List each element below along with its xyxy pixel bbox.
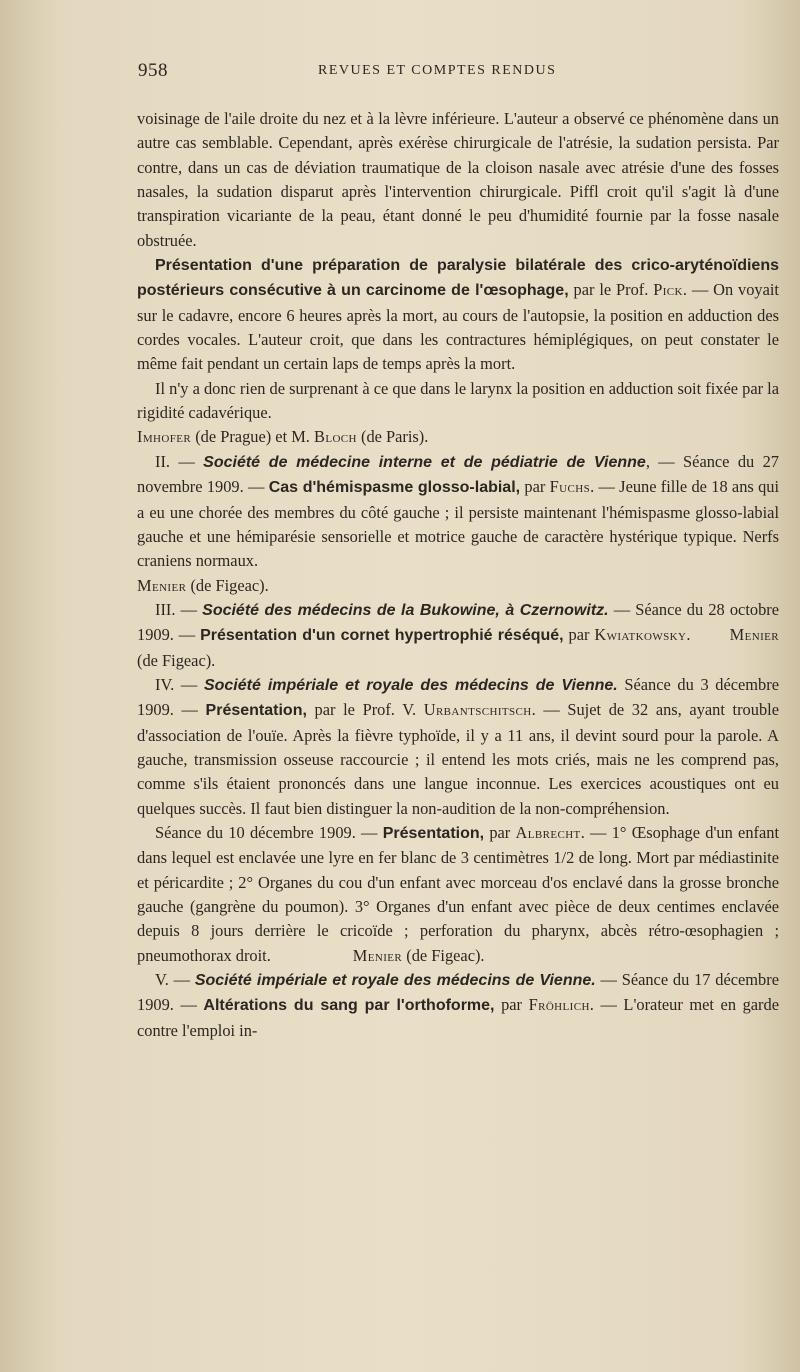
author-name: Kwiatkowsky — [594, 625, 687, 645]
text-run: . — [686, 625, 730, 645]
society-name: Société de médecine interne et de pédiatrie de Vienne — [203, 453, 646, 471]
session-date: — Séance du 28 octobre 1909. — — [137, 599, 779, 645]
signature-name: Menier — [137, 575, 187, 595]
text-run: par le Prof. V. — [306, 700, 424, 720]
page-number: 958 — [138, 60, 168, 81]
section-number: II. — — [155, 451, 204, 471]
author-name: Urbantschitsch — [423, 700, 532, 720]
session-date: — Séance du 17 décembre 1909. — — [137, 970, 779, 1015]
article-title: Cas d'hémispasme glosso-labial, — [268, 479, 521, 497]
paragraph-pick — [137, 253, 779, 377]
signature-name: Bloch — [314, 427, 357, 447]
text-run — [271, 946, 353, 965]
paragraph-piffl: voisinage de l'aile droite du nez et à la lèvre inférieure. L'auteur a observé ce phénomène dans un autre cas semblable. Cependant, après exérèse chirurgicale de l'atrésie, la sudation persista. Par contre, dans un cas de déviation traumatique de la cloison nasale avec atrésie d'une des fosses nasales, la sudation disparut après l'intervention chirurgicale. Piffl croit qu'il s'agit là d'une transpiration vicariante de la peau, étant donné le peu d'humidité fournie par la fosse nasale obstruée. — [137, 109, 779, 250]
text-run: . — On voyait sur le cadavre, encore 6 heures après la mort, au cours de l'autopsie, la position en adduction des cordes vocales. L'auteur croit, que dans les contractures hémiplégiques, on peut constater le même fait pendant un certain laps de temps après la mort. — [137, 280, 779, 374]
text-run: par — [520, 477, 550, 497]
page-header — [138, 60, 778, 90]
author-name: Pick — [653, 280, 683, 300]
text-run: . — L'orateur met en garde contre l'emploi in- — [137, 995, 779, 1040]
society-name: Société des médecins de la Bukowine, à Czernowitz. — [202, 601, 609, 619]
signature-menier — [137, 574, 779, 598]
text-run: (de Paris). — [356, 427, 429, 447]
body-text — [137, 107, 779, 1043]
section-number: V. — — [155, 970, 195, 990]
text-run: par — [484, 822, 516, 842]
article-title: Présentation, — [205, 702, 307, 720]
text-run: . — Jeune fille de 18 ans qui a eu une chorée des membres du côté gauche ; il persiste maintenant l'hémispasme glosso-labial gauche et une hémiparésie sensorielle et motrice gauche de caractère hystérique typique. Nerfs craniens normaux. — [137, 477, 780, 571]
author-name: Fröhlich — [528, 995, 590, 1015]
signature-name: Menier — [729, 625, 780, 645]
text-run: par le Prof. — [568, 280, 654, 300]
author-name: Fuchs — [549, 477, 591, 497]
section-iv-second-session — [137, 821, 779, 968]
signature-name: Menier — [352, 945, 403, 965]
text-run: (de Figeac). — [186, 575, 269, 595]
text-run: (de Figeac). — [137, 650, 216, 670]
article-title: Présentation d'un cornet hypertrophié réséqué, — [200, 627, 564, 645]
running-title: REVUES ET COMPTES RENDUS — [318, 63, 557, 78]
text-run: . — Sujet de 32 ans, ayant trouble d'association de l'ouïe. Après la fièvre typhoïde, il y a 11 ans, il devint sourd pour la parole. A gauche, transmission osseuse raccourcie ; il entend les mots criés, mais ne les comprend pas, comme s'ils étaient prononcés dans une langue inconnue. Les exercices acoustiques ont eu quelques succès. Il faut bien distinguer la non-audition de la non-compréhension. — [137, 700, 779, 818]
text-run: (de Figeac). — [402, 945, 485, 965]
section-iv — [137, 673, 779, 821]
society-name: Société impériale et royale des médecins de Vienne. — [194, 972, 596, 990]
section-iii — [137, 598, 779, 673]
section-ii — [137, 450, 779, 574]
text-run: par — [563, 625, 595, 645]
article-title: Altérations du sang par l'orthoforme, — [203, 997, 495, 1015]
session-date: , — Séance du 27 novembre 1909. — — [137, 451, 779, 497]
text-run: par — [494, 995, 529, 1015]
article-title: Présentation, — [382, 824, 485, 842]
section-v — [137, 968, 779, 1043]
text-run: . — 1° Œsophage d'un enfant dans lequel est enclavée une lyre en fer blanc de 3 centimètres 1/2 de long. Mort par médiastinite et péricardite ; 2° Organes du cou d'un enfant avec morceau d'os enclavé dans la grosse bronche gauche (gangrène du poumon). 3° Organes d'un enfant avec pièce de deux centimes enclavée depuis 8 jours derrière le cricoïde ; perforation du pharynx, abcès rétro-œsophagien ; pneumothorax droit. — [137, 822, 779, 965]
signature-imhofer-bloch — [137, 425, 779, 449]
paragraph-larynx: Il n'y a donc rien de surprenant à ce que dans le larynx la position en adduction soit fixée par la rigidité cadavérique. — [137, 378, 779, 423]
session-date: Séance du 10 décembre 1909. — — [155, 822, 383, 842]
session-date: Séance du 3 décembre 1909. — — [137, 674, 779, 720]
article-title: Présentation d'une préparation de paralysie bilatérale des crico-aryténoïdiens postérieurs consécutive à un carcinome de l'œsophage, — [137, 257, 779, 300]
society-name: Société impériale et royale des médecins de Vienne. — [203, 676, 618, 694]
section-number: III. — — [155, 599, 203, 619]
author-name: Albrecht — [515, 822, 581, 842]
signature-name: Imhofer — [137, 427, 192, 447]
section-number: IV. — — [155, 674, 204, 694]
text-run: (de Prague) et M. — [191, 427, 314, 447]
